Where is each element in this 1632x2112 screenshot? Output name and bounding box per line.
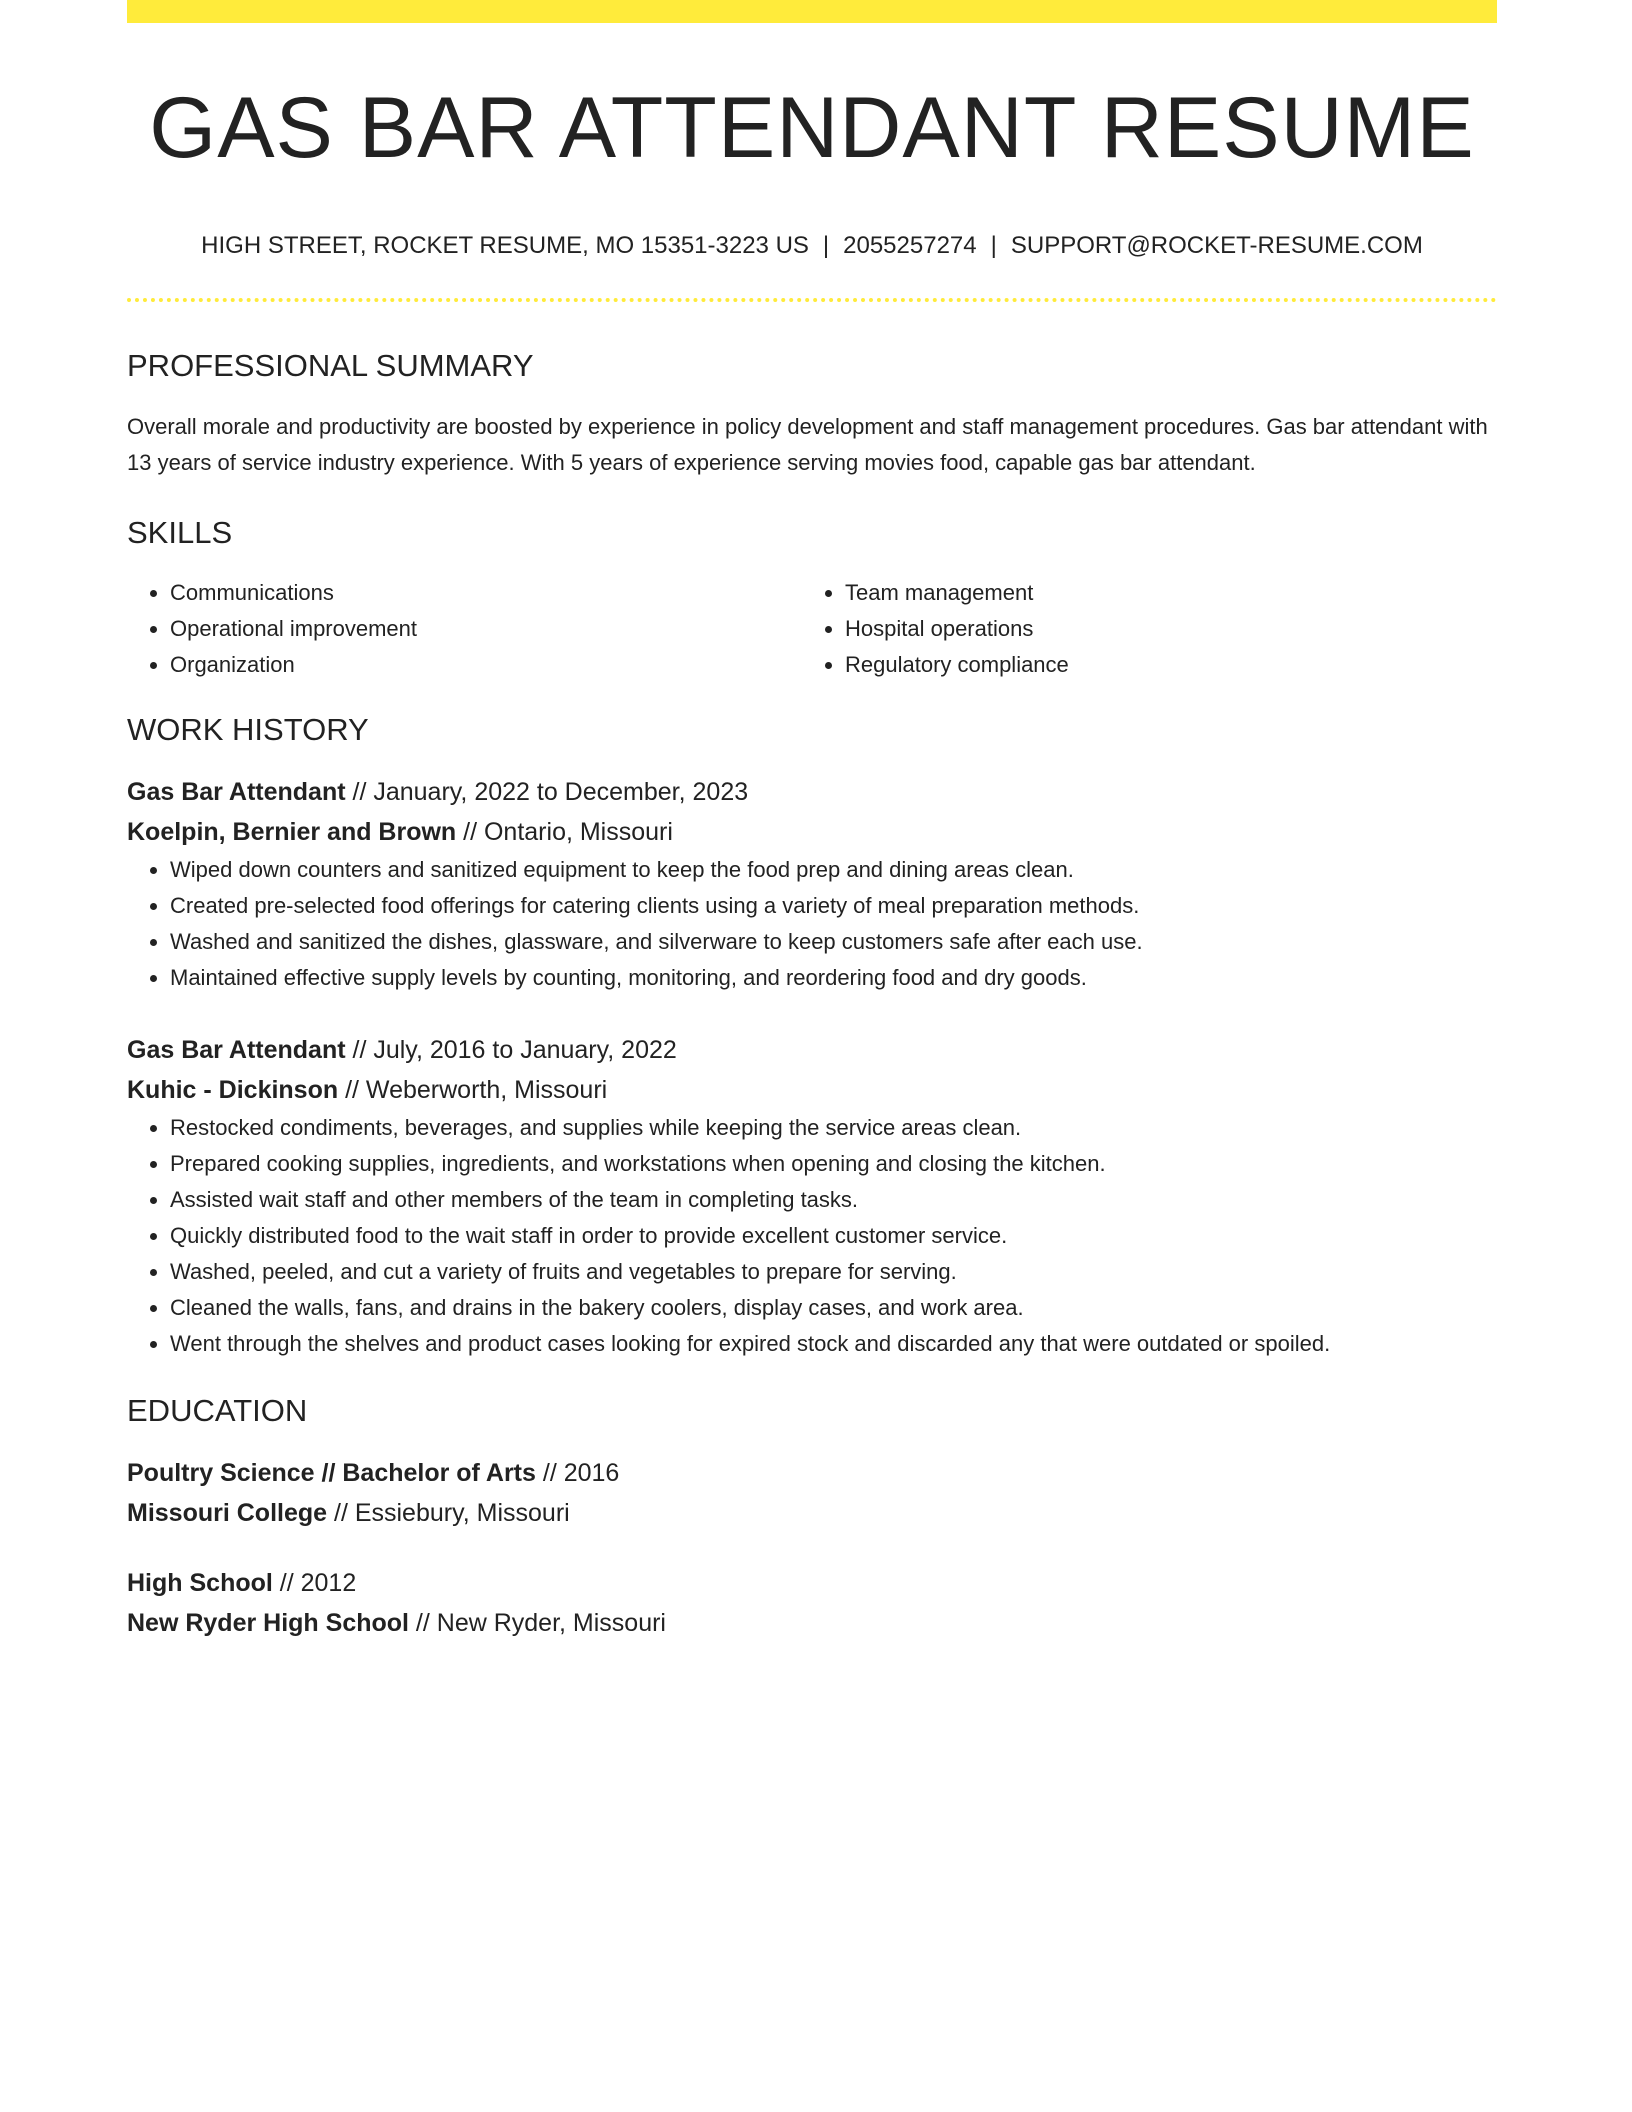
- education-entry: [127, 1563, 1497, 1643]
- job-location: // Ontario, Missouri: [456, 817, 673, 846]
- contact-line: [127, 232, 1497, 261]
- education-school-line: [127, 1493, 1497, 1533]
- education-degree-line: [127, 1453, 1497, 1493]
- education-school-line: [127, 1603, 1497, 1643]
- job-duty: • Went through the shelves and product cases looking for expired stock and discarded any that were outdated or spoiled.: [170, 1326, 1497, 1362]
- job-entry: [127, 772, 1497, 996]
- contact-address: HIGH STREET, ROCKET RESUME, MO 15351-3223 US: [201, 231, 809, 259]
- job-duty: • Washed and sanitized the dishes, glassware, and silverware to keep customers safe after each use.: [170, 924, 1497, 960]
- education-heading: EDUCATION: [127, 1392, 308, 1428]
- skills-list-left: [127, 575, 802, 683]
- job-title: Gas Bar Attendant: [127, 777, 346, 806]
- skill-item: • Regulatory compliance: [845, 647, 1477, 683]
- job-duty: • Maintained effective supply levels by counting, monitoring, and reordering food and dry goods.: [170, 960, 1497, 996]
- job-company: Koelpin, Bernier and Brown: [127, 817, 457, 846]
- job-dates: // July, 2016 to January, 2022: [345, 1035, 677, 1064]
- contact-phone: 2055257274: [843, 231, 977, 259]
- education-location: // New Ryder, Missouri: [408, 1609, 666, 1638]
- job-title-line: [127, 772, 1497, 812]
- accent-top-bar: [127, 0, 1497, 23]
- education-year: // 2016: [535, 1459, 620, 1488]
- skills-column-left: [127, 575, 802, 683]
- job-duties-list: [127, 852, 1497, 996]
- resume-title: GAS BAR ATTENDANT RESUME: [149, 80, 1475, 176]
- job-title-line: [127, 1030, 1497, 1070]
- summary-heading: PROFESSIONAL SUMMARY: [127, 348, 534, 384]
- education-degree: High School: [127, 1569, 273, 1598]
- job-entry: [127, 1030, 1497, 1362]
- skills-grid: [127, 575, 1497, 683]
- education-location: // Essiebury, Missouri: [327, 1499, 570, 1528]
- job-company-line: [127, 1070, 1497, 1110]
- skill-item: • Organization: [170, 647, 802, 683]
- contact-email: SUPPORT@ROCKET-RESUME.COM: [1010, 231, 1423, 259]
- skills-column-right: [802, 575, 1477, 683]
- job-duty: • Prepared cooking supplies, ingredients, and workstations when opening and closing the kitchen.: [170, 1146, 1497, 1182]
- education-school: Missouri College: [127, 1499, 328, 1528]
- contact-separator: |: [822, 231, 830, 259]
- work-history-heading: WORK HISTORY: [127, 711, 369, 747]
- job-duty: • Wiped down counters and sanitized equipment to keep the food prep and dining areas clean.: [170, 852, 1497, 888]
- education-degree-line: [127, 1563, 1497, 1603]
- summary-text: Overall morale and productivity are boosted by experience in policy development and staff management procedures. Gas bar attendant with 13 years of service industry experience. With 5 years of experience serving movies food, capable gas bar attendant.: [127, 413, 1488, 475]
- skill-item: • Team management: [845, 575, 1477, 611]
- education-school: New Ryder High School: [127, 1609, 409, 1638]
- job-title: Gas Bar Attendant: [127, 1035, 346, 1064]
- job-dates: // January, 2022 to December, 2023: [345, 777, 749, 806]
- education-year: // 2012: [272, 1569, 357, 1598]
- job-company: Kuhic - Dickinson: [127, 1075, 339, 1104]
- job-duty: • Restocked condiments, beverages, and supplies while keeping the service areas clean.: [170, 1110, 1497, 1146]
- job-duty: • Cleaned the walls, fans, and drains in the bakery coolers, display cases, and work area.: [170, 1290, 1497, 1326]
- job-duty: • Washed, peeled, and cut a variety of fruits and vegetables to prepare for serving.: [170, 1254, 1497, 1290]
- job-location: // Weberworth, Missouri: [338, 1075, 608, 1104]
- skill-item: • Hospital operations: [845, 611, 1477, 647]
- job-duty: • Assisted wait staff and other members of the team in completing tasks.: [170, 1182, 1497, 1218]
- skills-list-right: [802, 575, 1477, 683]
- skill-item: • Communications: [170, 575, 802, 611]
- job-duty: • Quickly distributed food to the wait staff in order to provide excellent customer service.: [170, 1218, 1497, 1254]
- skill-item: • Operational improvement: [170, 611, 802, 647]
- contact-separator: |: [990, 231, 997, 259]
- dotted-divider: [127, 298, 1497, 302]
- job-duty: • Created pre-selected food offerings for catering clients using a variety of meal preparation methods.: [170, 888, 1497, 924]
- job-company-line: [127, 812, 1497, 852]
- job-duties-list: [127, 1110, 1497, 1362]
- skills-heading: SKILLS: [127, 514, 233, 550]
- resume-page: [127, 0, 1497, 1643]
- education-entry: [127, 1453, 1497, 1533]
- education-degree: Poultry Science // Bachelor of Arts: [127, 1459, 536, 1488]
